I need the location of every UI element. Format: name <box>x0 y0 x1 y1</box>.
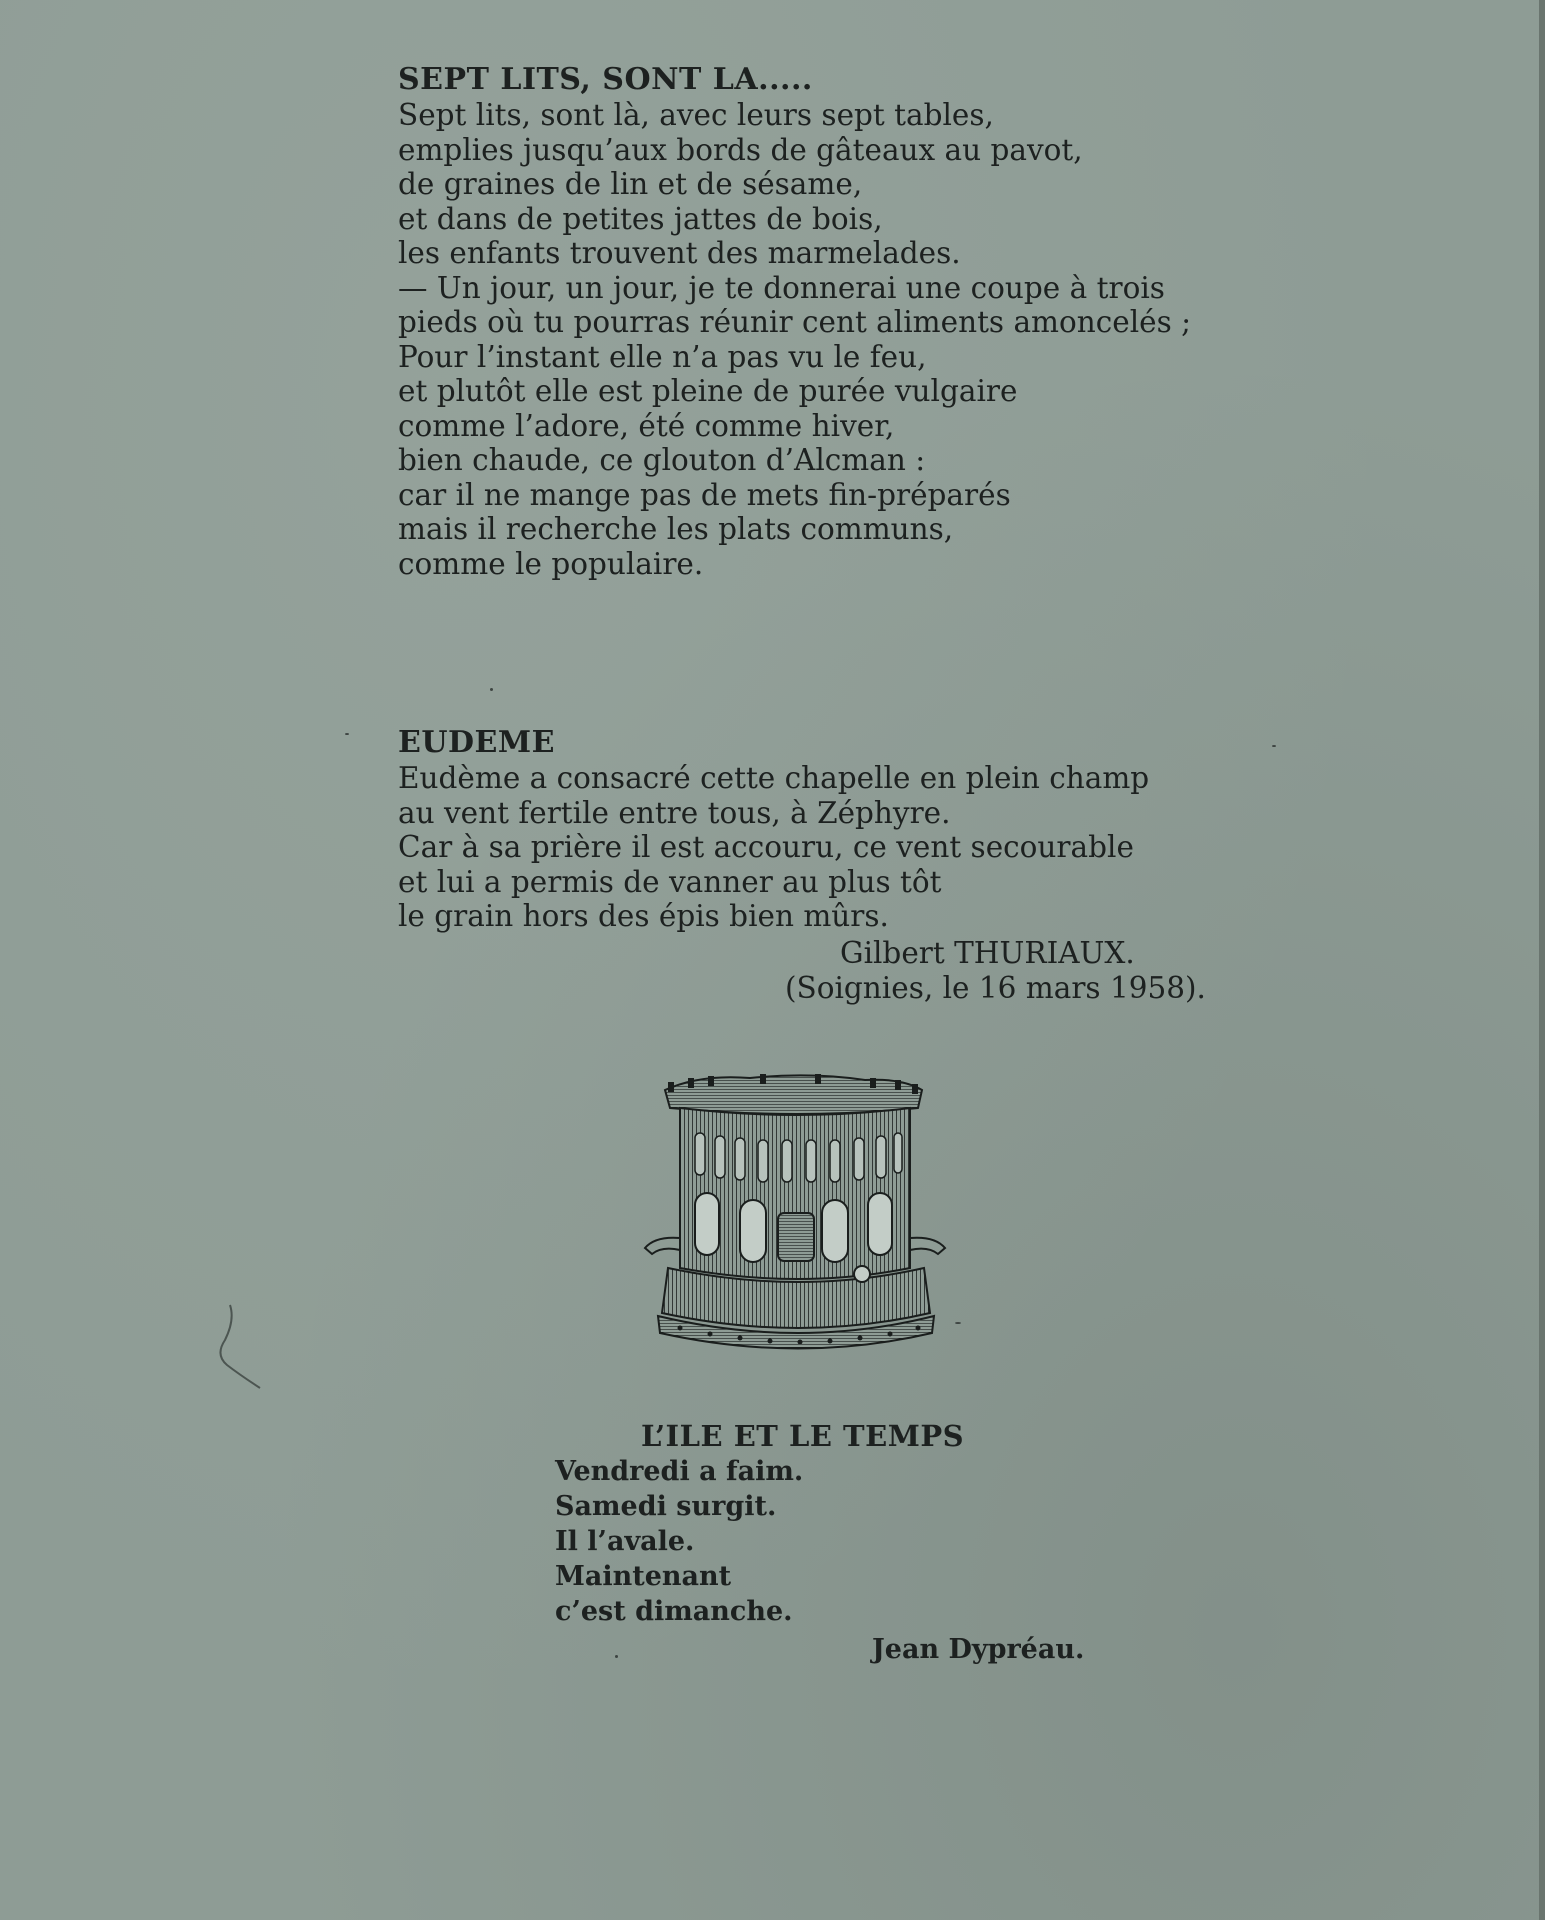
poem-line: le grain hors des épis bien mûrs. <box>398 899 889 933</box>
author-signature: Gilbert THURIAUX. <box>840 936 1135 970</box>
page-edge <box>1539 0 1545 1920</box>
paper-speck <box>955 1322 961 1324</box>
poem-line: mais il recherche les plats communs, <box>398 512 954 546</box>
poem-line: Il l’avale. <box>555 1526 695 1557</box>
poem-line: comme le populaire. <box>398 546 704 581</box>
poem-line: c’est dimanche. <box>555 1596 793 1627</box>
poem-line: comme l’adore, été comme hiver, <box>398 408 895 443</box>
poem-line: car il ne mange pas de mets fin-préparés <box>398 477 1011 512</box>
engraving-stove-illustration <box>640 1068 970 1363</box>
poem-line: et dans de petites jattes de bois, <box>398 201 883 236</box>
poem-line: — Un jour, un jour, je te donnerai une coupe à trois <box>398 270 1165 305</box>
poem-line: Maintenant <box>555 1561 732 1592</box>
poem-line: les enfants trouvent des marmelades. <box>398 236 961 270</box>
paper-speck <box>490 688 493 691</box>
paper-speck <box>345 733 349 735</box>
poem-line: pieds où tu pourras réunir cent aliments amoncelés ; <box>398 305 1192 339</box>
poem-line: et lui a permis de vanner au plus tôt <box>398 864 942 899</box>
poem-title: L’ILE ET LE TEMPS <box>641 1419 965 1453</box>
poem-title: SEPT LITS, SONT LA..... <box>398 62 813 97</box>
poem-line: Pour l’instant elle n’a pas vu le feu, <box>398 339 927 374</box>
poem-line: Samedi surgit. <box>555 1491 777 1522</box>
poem-line: bien chaude, ce glouton d’Alcman : <box>398 443 926 477</box>
paper-speck <box>1272 745 1276 747</box>
poem-eudeme <box>398 725 1149 934</box>
place-date: (Soignies, le 16 mars 1958). <box>785 971 1206 1005</box>
author-signature: Jean Dypréau. <box>872 1634 1085 1665</box>
poem-sept-lits <box>398 62 1191 581</box>
poem-line: Eudème a consacré cette chapelle en plein champ <box>398 761 1150 795</box>
poem-line: de graines de lin et de sésame, <box>398 167 863 201</box>
paper-speck <box>615 1655 618 1658</box>
paper-fiber-mark <box>205 1300 265 1395</box>
poem-line: Sept lits, sont là, avec leurs sept tables, <box>398 98 994 132</box>
poem-line: au vent fertile entre tous, à Zéphyre. <box>398 795 951 830</box>
poem-line: Vendredi a faim. <box>555 1456 804 1487</box>
poem-line: et plutôt elle est pleine de purée vulgaire <box>398 374 1018 408</box>
poem-line: Car à sa prière il est accouru, ce vent secourable <box>398 830 1134 864</box>
poem-ile-et-le-temps <box>555 1418 964 1629</box>
poem-title: EUDEME <box>398 725 555 760</box>
poem-line: emplies jusqu’aux bords de gâteaux au pavot, <box>398 132 1083 167</box>
